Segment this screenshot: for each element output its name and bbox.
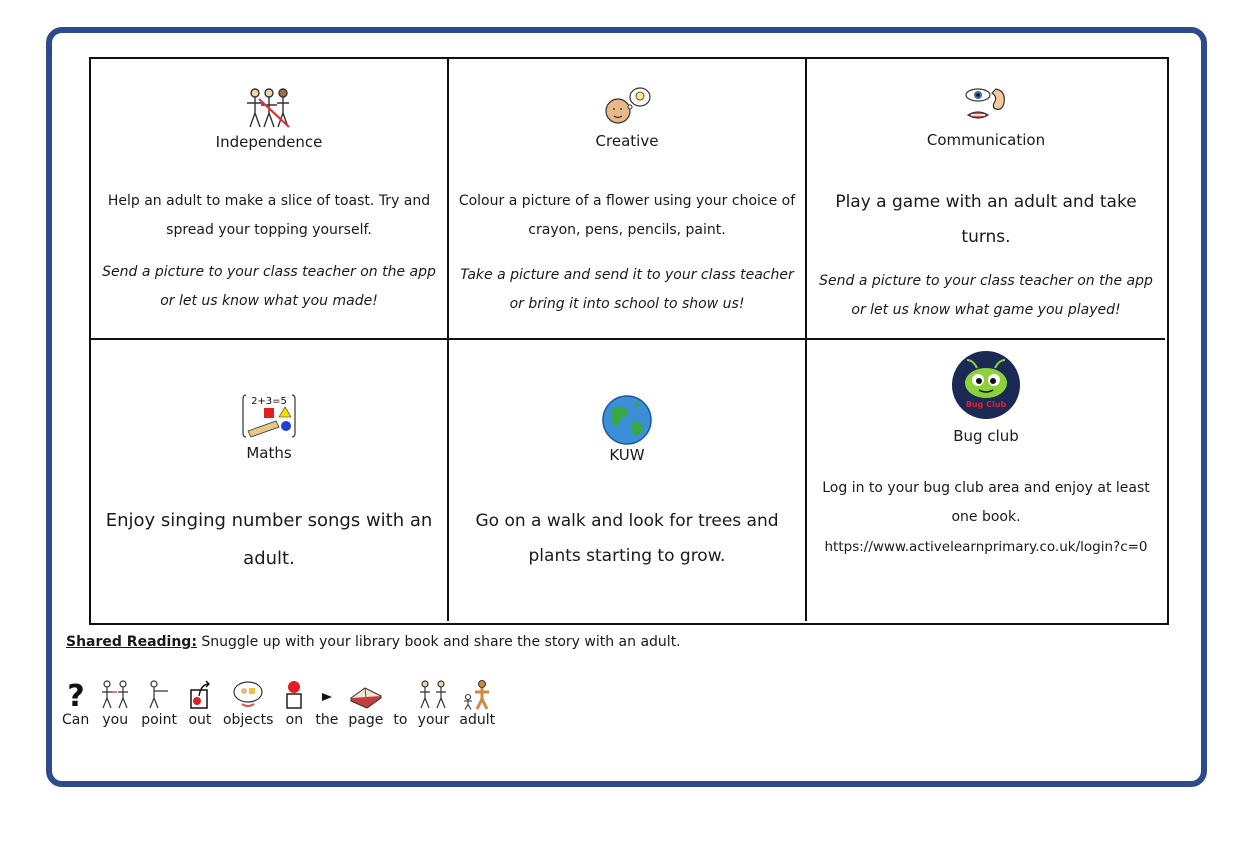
symbol-word: point xyxy=(141,680,177,728)
category-title: Maths xyxy=(246,444,292,462)
activity-text: Play a game with an adult and take turns. xyxy=(835,192,1137,247)
svg-text:?: ? xyxy=(66,680,85,710)
activity-text: Log in to your bug club area and enjoy at least one book. xyxy=(822,480,1150,525)
category-title: Independence xyxy=(215,133,323,151)
shared-reading xyxy=(66,634,681,650)
globe-icon xyxy=(601,394,653,446)
your-icon xyxy=(417,680,449,710)
symbol-word: your xyxy=(417,680,449,728)
to-icon xyxy=(393,680,407,710)
bug-club-logo xyxy=(951,350,1021,420)
activity-cell-bug-club xyxy=(807,340,1165,621)
activity-cell-kuw xyxy=(449,340,807,621)
symbol-word: the xyxy=(315,680,338,728)
symbol-word: out xyxy=(187,680,213,728)
the-icon xyxy=(316,680,338,710)
symbol-word: page xyxy=(348,680,383,728)
activity-note: Send a picture to your class teacher on the app or let us know what you made! xyxy=(102,264,436,309)
activity-text: Enjoy singing number songs with an adult. xyxy=(105,510,433,569)
activity-note: Send a picture to your class teacher on the app or let us know what game you played! xyxy=(819,273,1153,318)
question-mark-icon xyxy=(63,680,89,710)
activity-note: Take a picture and send it to your class teacher or bring it into school to show us! xyxy=(460,267,794,312)
you-icon xyxy=(99,680,131,710)
adult-icon xyxy=(462,680,492,710)
activity-cell-communication xyxy=(807,59,1165,340)
activity-text: Go on a walk and look for trees and plants starting to grow. xyxy=(475,511,779,566)
objects-icon xyxy=(232,680,264,710)
category-title: KUW xyxy=(609,446,645,464)
category-title: Creative xyxy=(595,132,659,150)
maths-equation: 2+3=5 xyxy=(251,396,287,407)
symbol-word: to xyxy=(393,680,407,728)
symbol-word: ? Can xyxy=(62,680,90,728)
activity-cell-creative xyxy=(449,59,807,340)
out-icon xyxy=(187,680,213,710)
bug-club-logo-text: Bug Club xyxy=(965,400,1007,409)
independence-icon xyxy=(243,87,295,131)
symbol-sentence xyxy=(62,680,505,728)
communication-icon xyxy=(962,85,1010,125)
bug-club-link[interactable]: https://www.activelearnprimary.co.uk/login?c=0 xyxy=(824,539,1148,555)
symbol-word: on xyxy=(283,680,305,728)
book-page-icon xyxy=(349,680,383,710)
activity-cell-independence xyxy=(91,59,449,340)
on-icon xyxy=(283,680,305,710)
maths-icon xyxy=(242,393,296,439)
symbol-word: objects xyxy=(223,680,273,728)
category-title: Bug club xyxy=(953,427,1019,445)
point-icon xyxy=(146,680,172,710)
activity-text: Colour a picture of a flower using your choice of crayon, pens, pencils, paint. xyxy=(458,193,796,238)
activity-cell-maths xyxy=(91,340,449,621)
shared-reading-text: Snuggle up with your library book and share the story with an adult. xyxy=(201,634,681,650)
category-title: Communication xyxy=(926,131,1046,149)
shared-reading-label: Shared Reading: xyxy=(66,634,197,650)
symbol-word: adult xyxy=(459,680,495,728)
symbol-word: you xyxy=(99,680,131,728)
creative-icon xyxy=(602,85,652,127)
activity-text: Help an adult to make a slice of toast. Try and spread your topping yourself. xyxy=(107,193,431,238)
activity-grid xyxy=(89,57,1169,625)
